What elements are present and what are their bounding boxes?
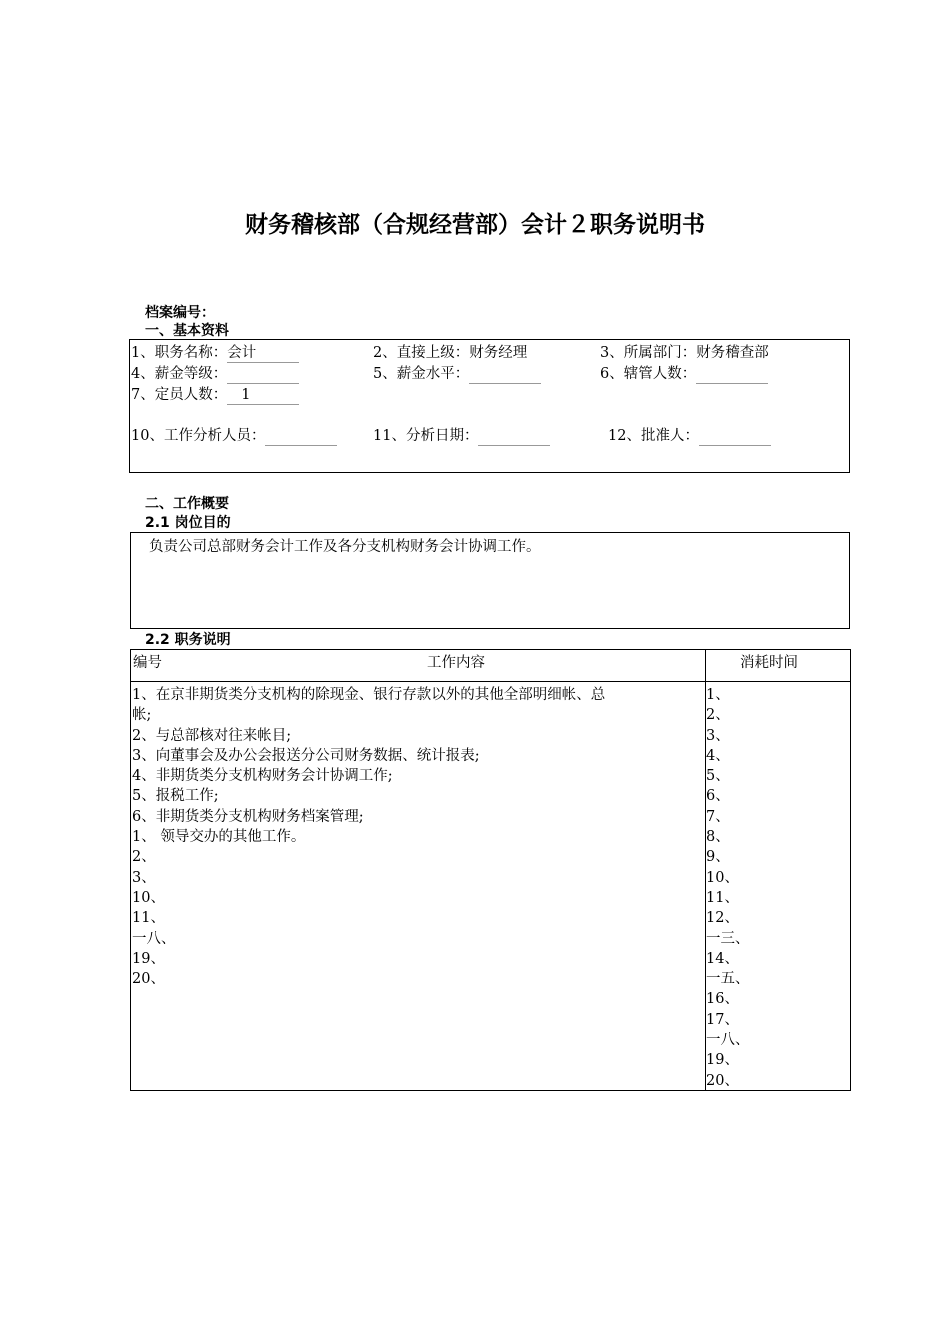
time-consumed-line: 一八、 [706, 1032, 750, 1049]
time-consumed-line: 6、 [706, 788, 730, 805]
analysis-date-label: 11、分析日期： [373, 428, 479, 444]
time-consumed-line: 17、 [706, 1011, 739, 1028]
work-content-line: 19、 [132, 950, 165, 967]
salary-grade-label: 4、薪金等级： [131, 366, 228, 382]
work-content-list [132, 685, 704, 989]
header-divider [131, 681, 850, 682]
purpose-heading: 2.1 岗位目的 [145, 515, 231, 531]
purpose-box [130, 532, 850, 629]
headcount-label: 7、定员人数： [131, 387, 228, 403]
headcount-field [131, 385, 299, 405]
work-content-line: 4、非期货类分支机构财务会计协调工作; [132, 768, 393, 785]
time-consumed-line: 1、 [706, 687, 730, 703]
analyst-label: 10、工作分析人员： [131, 428, 266, 444]
time-consumed-line: 20、 [706, 1072, 739, 1089]
work-content-line: 1、 领导交办的其他工作。 [132, 829, 306, 846]
document-title: 财务稽核部（合规经营部）会计２职务说明书 [245, 212, 705, 238]
basic-info-box [129, 339, 850, 473]
managed-count-blank [696, 364, 768, 384]
work-content-line: 1、在京非期货类分支机构的除现金、银行存款以外的其他全部明细帐、总 [132, 687, 606, 703]
work-content-line: 20、 [132, 971, 165, 988]
salary-level-field [373, 364, 541, 384]
superior-field [373, 343, 527, 363]
file-number-label: 档案编号： [145, 305, 215, 321]
managed-count-field [600, 364, 768, 384]
headcount-value: 1 [227, 385, 299, 405]
duties-heading: 2.2 职务说明 [145, 632, 231, 648]
salary-level-label: 5、薪金水平： [373, 366, 470, 382]
job-name-field [131, 343, 299, 363]
section-basic-info-heading: 一、基本资料 [145, 323, 229, 339]
salary-level-blank [469, 364, 541, 384]
time-consumed-line: 12、 [706, 910, 739, 927]
work-content-line: 一八、 [132, 930, 176, 947]
time-consumed-line: 4、 [706, 747, 730, 764]
time-consumed-line: 19、 [706, 1052, 739, 1069]
time-consumed-line: 10、 [706, 869, 739, 886]
purpose-text: 负责公司总部财务会计工作及各分支机构财务会计协调工作。 [149, 539, 541, 555]
salary-grade-field [131, 364, 299, 384]
work-content-line: 3、 [132, 869, 156, 886]
column-header-time: 消耗时间 [740, 655, 798, 671]
section-work-summary-heading: 二、工作概要 [145, 496, 229, 512]
column-header-number: 编号 [133, 655, 162, 671]
work-content-line: 3、向董事会及办公会报送分公司财务数据、统计报表; [132, 747, 480, 764]
time-consumed-line: 一三、 [706, 930, 750, 947]
work-content-line: 10、 [132, 889, 165, 906]
superior-value: 财务经理 [469, 345, 528, 361]
approver-field [608, 426, 771, 446]
analyst-blank [265, 426, 337, 446]
duties-table [130, 649, 851, 1091]
work-content-line: 2、与总部核对往来帐目; [132, 727, 292, 744]
work-content-line: 5、报税工作; [132, 788, 219, 805]
job-name-value: 会计 [227, 343, 299, 363]
time-consumed-line: 9、 [706, 849, 730, 866]
time-consumed-line: 14、 [706, 950, 739, 967]
work-content-line: 11、 [132, 910, 165, 927]
analyst-field [131, 426, 337, 446]
time-consumed-line: 3、 [706, 727, 730, 744]
time-consumed-list [706, 685, 846, 1091]
column-header-content: 工作内容 [427, 655, 485, 671]
time-consumed-line: 2、 [706, 707, 730, 724]
work-content-line: 2、 [132, 849, 156, 866]
salary-grade-blank [227, 364, 299, 384]
managed-count-label: 6、辖管人数： [600, 366, 697, 382]
time-consumed-line: 16、 [706, 991, 739, 1008]
department-label: 3、所属部门： [600, 345, 697, 361]
work-content-line: 6、非期货类分支机构财务档案管理; [132, 808, 364, 825]
work-content-line: 帐; [132, 707, 152, 724]
department-field [600, 343, 769, 363]
time-consumed-line: 7、 [706, 808, 730, 825]
approver-blank [699, 426, 771, 446]
time-consumed-line: 5、 [706, 768, 730, 785]
analysis-date-field [373, 426, 550, 446]
time-consumed-line: 一五、 [706, 971, 750, 988]
job-name-label: 1、职务名称： [131, 345, 228, 361]
analysis-date-blank [478, 426, 550, 446]
superior-label: 2、直接上级： [373, 345, 470, 361]
time-consumed-line: 8、 [706, 829, 730, 846]
department-value: 财务稽查部 [696, 345, 769, 361]
approver-label: 12、批准人： [608, 428, 699, 444]
time-consumed-line: 11、 [706, 889, 739, 906]
